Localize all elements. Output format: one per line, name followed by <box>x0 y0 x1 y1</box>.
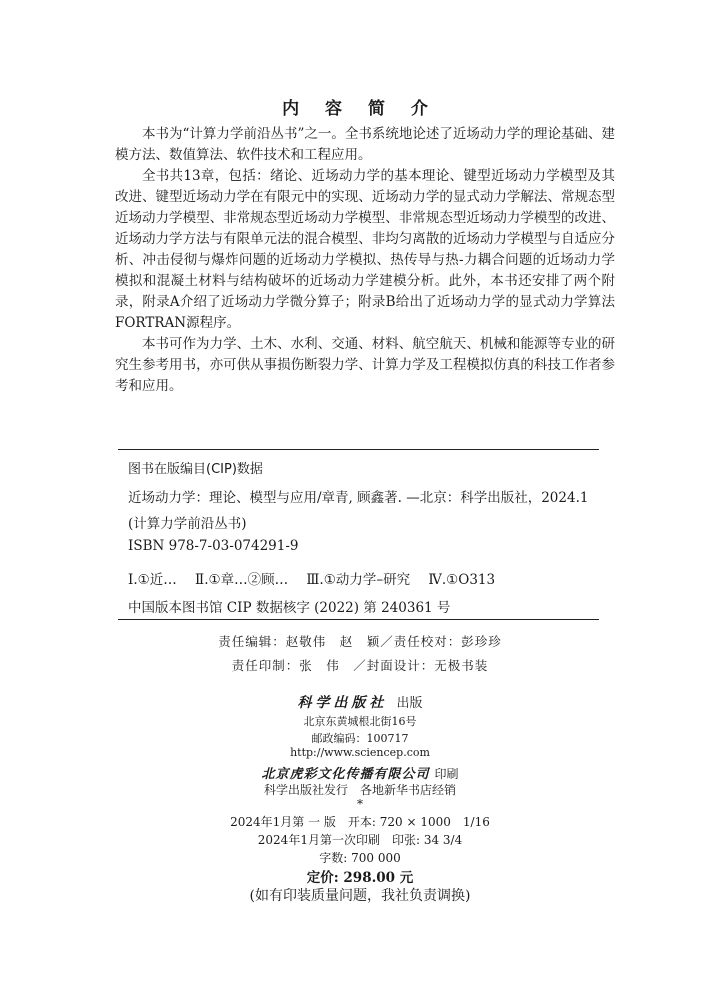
abstract-paragraph-1: 本书为“计算力学前沿丛书”之一。全书系统地论述了近场动力学的理论基础、建模方法、数值算法、软件技术和工程应用。 <box>115 126 615 163</box>
distribution-line: 科学出版社发行 各地新华书店经销 <box>263 783 456 797</box>
separator-star: * <box>357 797 363 811</box>
cip-class-2: Ⅱ.①章…②顾… <box>195 572 289 588</box>
cip-record: 近场动力学：理论、模型与应用/章青, 顾鑫著. —北京：科学出版社，2024.1 <box>128 490 589 506</box>
cip-classification <box>128 568 509 588</box>
cip-top-rule <box>118 449 599 450</box>
abstract-paragraph-3: 本书可作为力学、土木、水利、交通、材料、航空航天、机械和能源等专业的研究生参考用书，亦可供从事损伤断裂力学、计算力学及工程模拟仿真的科技工作者参考和应用。 <box>115 336 615 394</box>
cip-bottom-rule <box>118 619 599 620</box>
cip-series: (计算力学前沿丛书) <box>128 516 247 532</box>
cip-isbn: ISBN 978-7-03-074291-9 <box>128 538 299 554</box>
edition-line: 2024年1月第 一 版 开本: 720 × 1000 1/16 <box>230 815 490 829</box>
publisher-name: 科学出版社 <box>297 695 388 711</box>
page-title: 内 容 简 介 <box>282 99 438 119</box>
cip-class-3: Ⅲ.①动力学–研究 <box>306 572 411 588</box>
printer-role: 印刷 <box>434 767 459 781</box>
word-count: 字数: 700 000 <box>319 851 401 865</box>
publisher-role: 出版 <box>396 696 423 711</box>
publisher-address: 北京东黄城根北街16号 <box>303 715 417 728</box>
editors-line-2: 责任印制：张 伟 ／封面设计：无极书装 <box>231 658 489 673</box>
publisher-postcode: 邮政编码：100717 <box>311 732 409 745</box>
printer-line <box>0 763 720 782</box>
publisher-line <box>0 692 720 712</box>
cip-class-1: Ⅰ.①近… <box>128 572 177 588</box>
publisher-url: http://www.sciencep.com <box>290 746 430 759</box>
cip-number: 中国版本图书馆 CIP 数据核字 (2022) 第 240361 号 <box>128 600 451 616</box>
printer-name: 北京虎彩文化传播有限公司 <box>261 767 430 782</box>
abstract-paragraph-2: 全书共13章，包括：绪论、近场动力学的基本理论、键型近场动力学模型及其改进、键型近场动力学在有限元中的实现、近场动力学的显式动力学解法、常规态型近场动力学模型、非常规态型近场动力学模型、非常规态型近场动力学模型的改进、近场动力学方法与有限单元法的混合模型、非均匀离散的近场动力学模型与自适应分析、冲击侵彻与爆炸问题的近场动力学模拟、热传导与热-力耦合问题的近场动力学模拟和混凝土材料与结构破坏的近场动力学建模分析。此外，本书还安排了两个附录，附录A介绍了近场动力学微分算子；附录B给出了近场动力学的显式动力学算法FORTRAN源程序。 <box>115 168 615 331</box>
editors-line-1: 责任编辑：赵敬伟 赵 颖／责任校对：彭珍珍 <box>218 634 502 649</box>
price: 定价: 298.00 元 <box>306 870 414 886</box>
cip-class-4: Ⅳ.①O313 <box>428 572 496 588</box>
printing-line: 2024年1月第一次印刷 印张: 34 3/4 <box>257 833 463 847</box>
abstract-section <box>115 124 615 397</box>
quality-notice: (如有印装质量问题，我社负责调换) <box>249 888 471 904</box>
cip-heading: 图书在版编目(CIP)数据 <box>128 462 263 477</box>
